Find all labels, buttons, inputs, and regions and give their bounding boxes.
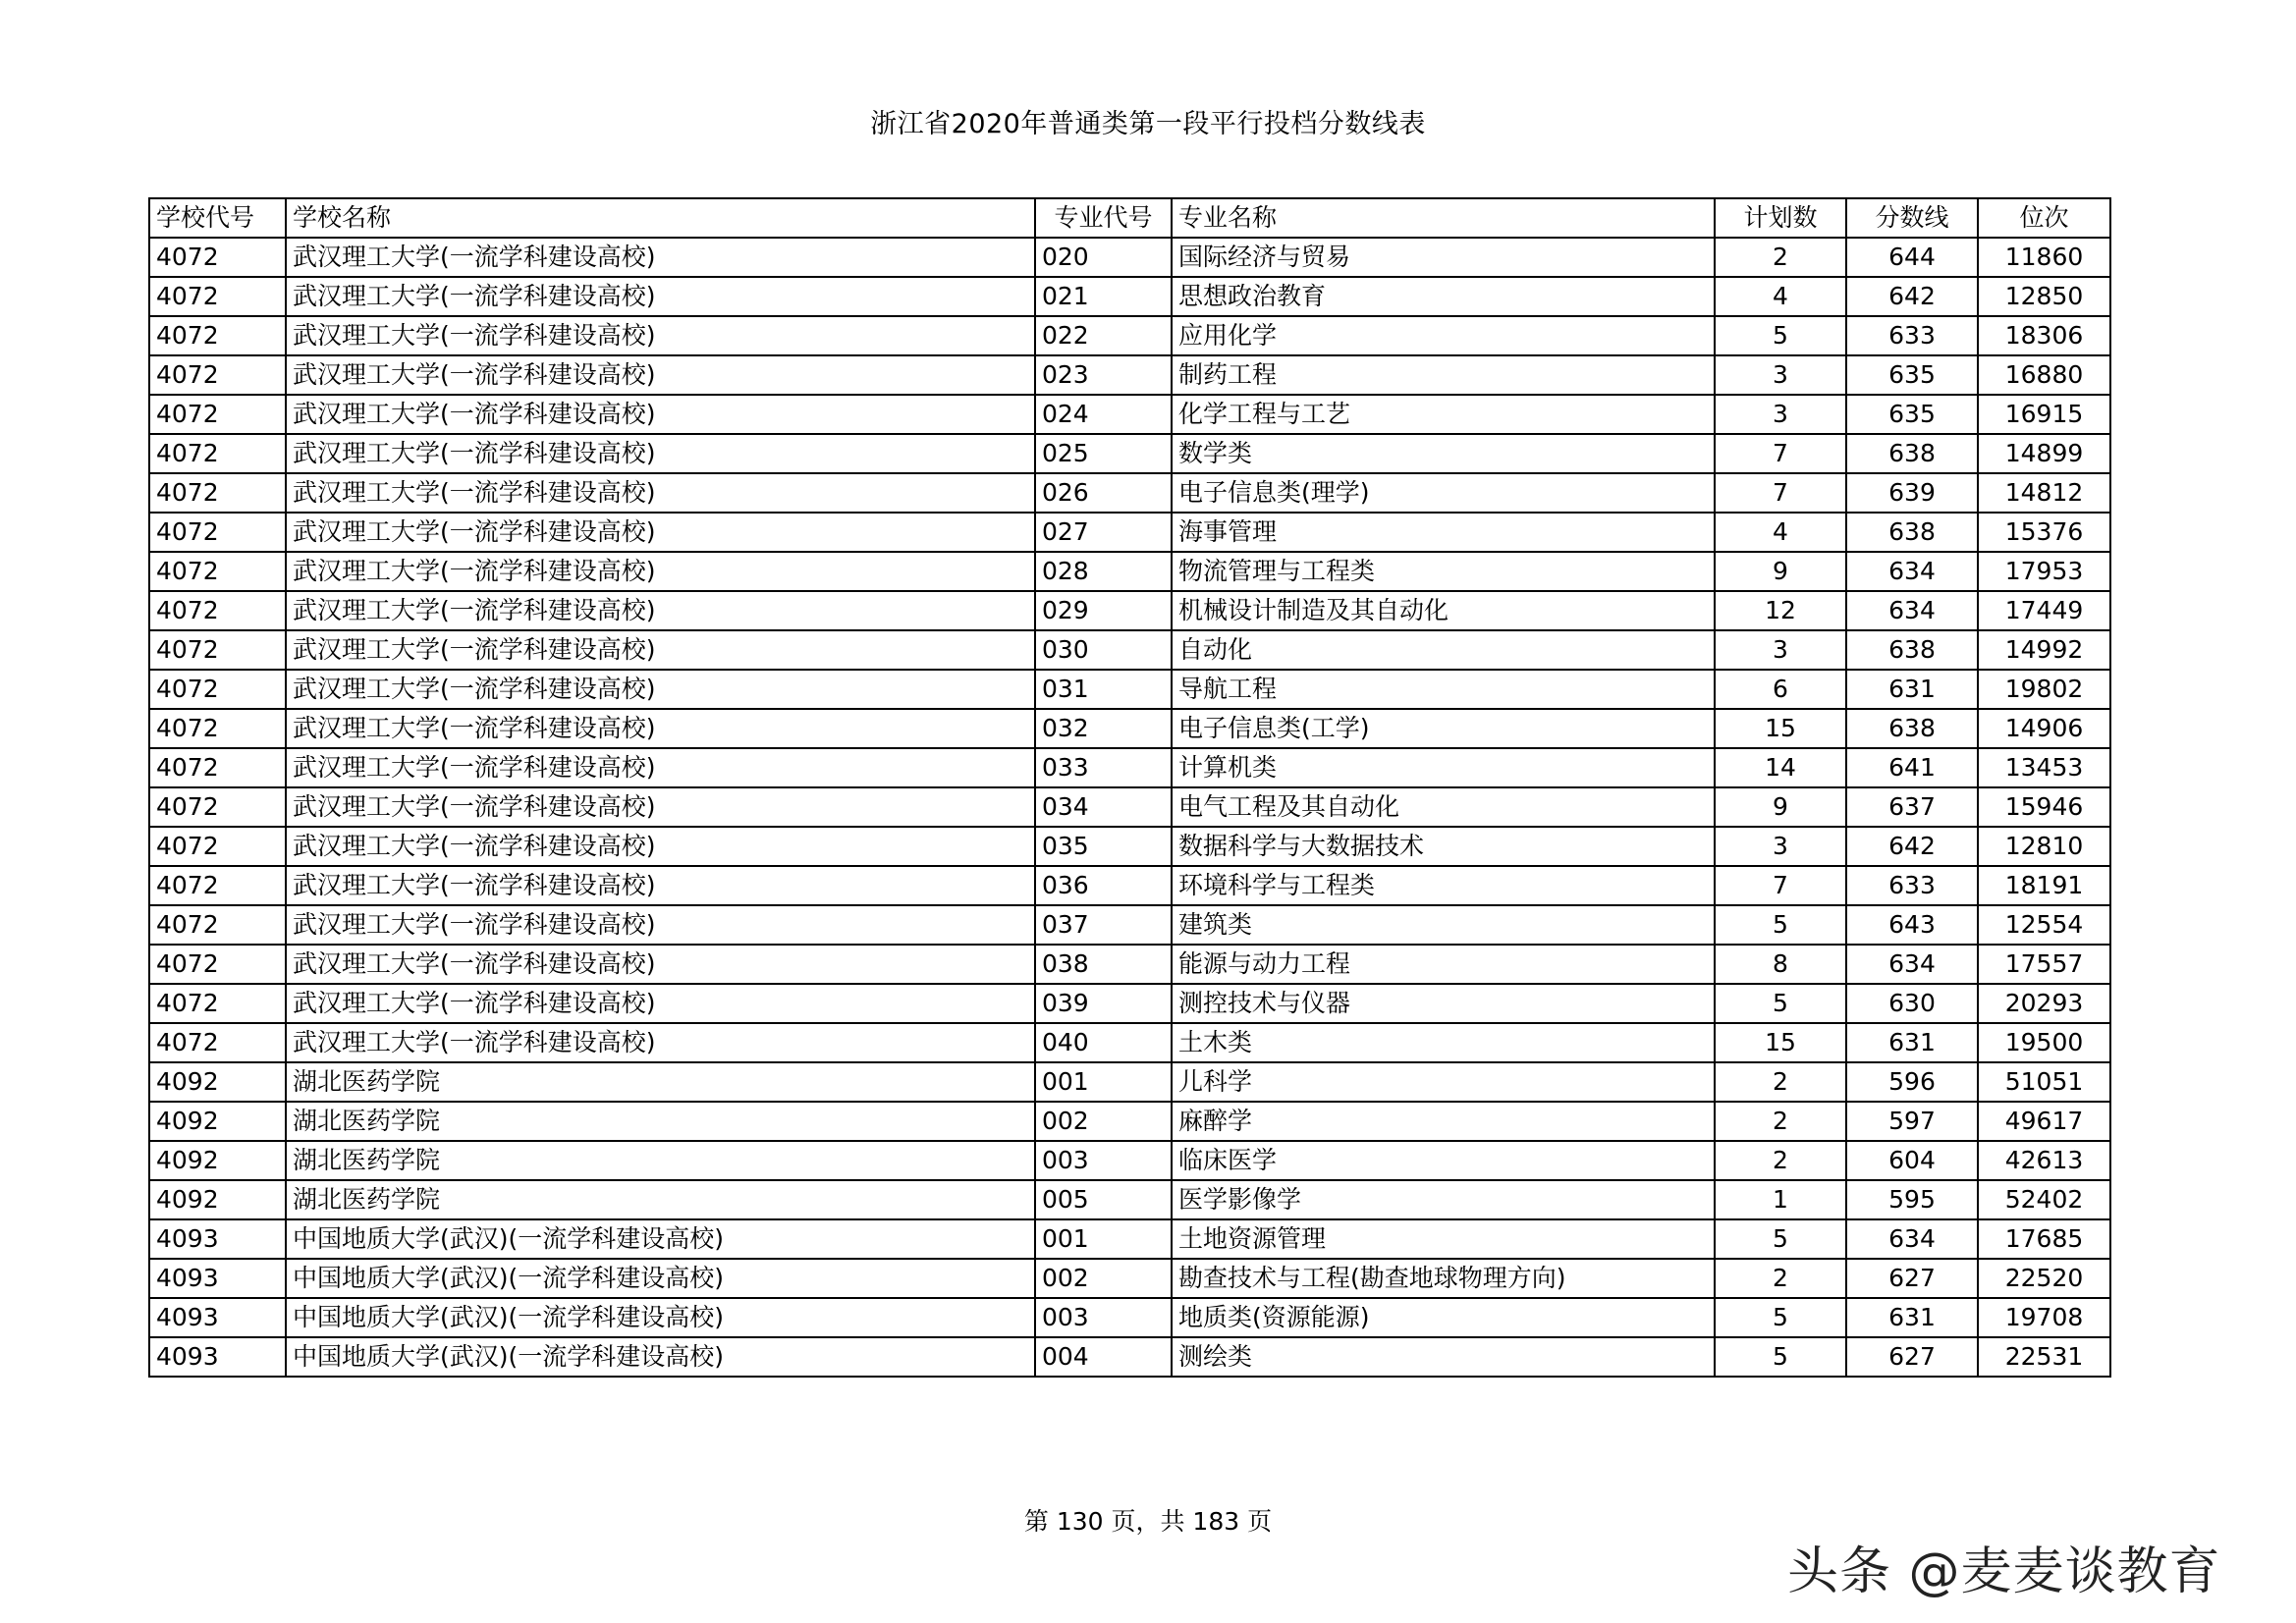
cell-school-code: 4072: [149, 709, 286, 748]
cell-rank: 17557: [1978, 945, 2110, 984]
col-header-rank: 位次: [1978, 198, 2110, 238]
cell-major-name: 计算机类: [1172, 748, 1715, 787]
cell-plan-count: 5: [1715, 905, 1846, 945]
cell-school-code: 4072: [149, 552, 286, 591]
col-header-major-code: 专业代号: [1035, 198, 1172, 238]
cell-major-code: 021: [1035, 277, 1172, 316]
cell-school-name: 武汉理工大学(一流学科建设高校): [286, 866, 1035, 905]
cell-school-name: 武汉理工大学(一流学科建设高校): [286, 277, 1035, 316]
cell-score-line: 634: [1846, 1219, 1978, 1259]
cell-rank: 12850: [1978, 277, 2110, 316]
cell-school-code: 4072: [149, 316, 286, 355]
cell-school-code: 4072: [149, 905, 286, 945]
cell-school-name: 武汉理工大学(一流学科建设高校): [286, 905, 1035, 945]
table-row: [149, 552, 2110, 591]
page-footer: 第 130 页，共 183 页: [1023, 1507, 1273, 1536]
cell-school-name: 武汉理工大学(一流学科建设高校): [286, 748, 1035, 787]
cell-major-name: 临床医学: [1172, 1141, 1715, 1180]
cell-school-name: 武汉理工大学(一流学科建设高校): [286, 395, 1035, 434]
cell-rank: 14899: [1978, 434, 2110, 473]
cell-rank: 14992: [1978, 630, 2110, 670]
cell-major-code: 003: [1035, 1298, 1172, 1337]
table-row: [149, 434, 2110, 473]
cell-major-name: 制药工程: [1172, 355, 1715, 395]
cell-plan-count: 3: [1715, 630, 1846, 670]
cell-school-code: 4093: [149, 1337, 286, 1377]
cell-school-name: 湖北医药学院: [286, 1180, 1035, 1219]
cell-score-line: 638: [1846, 630, 1978, 670]
cell-major-name: 国际经济与贸易: [1172, 238, 1715, 277]
cell-major-code: 036: [1035, 866, 1172, 905]
cell-school-code: 4072: [149, 1023, 286, 1062]
cell-school-code: 4092: [149, 1062, 286, 1102]
cell-plan-count: 3: [1715, 827, 1846, 866]
cell-rank: 52402: [1978, 1180, 2110, 1219]
cell-major-code: 037: [1035, 905, 1172, 945]
cell-rank: 49617: [1978, 1102, 2110, 1141]
table-row: [149, 945, 2110, 984]
cell-school-code: 4072: [149, 670, 286, 709]
cell-rank: 19500: [1978, 1023, 2110, 1062]
cell-major-name: 电气工程及其自动化: [1172, 787, 1715, 827]
cell-major-name: 麻醉学: [1172, 1102, 1715, 1141]
cell-plan-count: 3: [1715, 395, 1846, 434]
table-row: [149, 355, 2110, 395]
cell-plan-count: 7: [1715, 473, 1846, 513]
cell-plan-count: 7: [1715, 434, 1846, 473]
cell-plan-count: 5: [1715, 1298, 1846, 1337]
cell-major-code: 005: [1035, 1180, 1172, 1219]
cell-rank: 17953: [1978, 552, 2110, 591]
cell-major-name: 物流管理与工程类: [1172, 552, 1715, 591]
cell-plan-count: 2: [1715, 1062, 1846, 1102]
cell-school-code: 4072: [149, 513, 286, 552]
cell-rank: 14812: [1978, 473, 2110, 513]
cell-rank: 17685: [1978, 1219, 2110, 1259]
cell-major-code: 002: [1035, 1259, 1172, 1298]
cell-plan-count: 3: [1715, 355, 1846, 395]
table-row: [149, 591, 2110, 630]
cell-score-line: 604: [1846, 1141, 1978, 1180]
table-row: [149, 238, 2110, 277]
cell-major-name: 机械设计制造及其自动化: [1172, 591, 1715, 630]
cell-school-name: 武汉理工大学(一流学科建设高校): [286, 434, 1035, 473]
table-row: [149, 1259, 2110, 1298]
cell-rank: 20293: [1978, 984, 2110, 1023]
cell-school-name: 中国地质大学(武汉)(一流学科建设高校): [286, 1298, 1035, 1337]
cell-major-code: 029: [1035, 591, 1172, 630]
table-row: [149, 473, 2110, 513]
cell-rank: 42613: [1978, 1141, 2110, 1180]
score-table: [148, 197, 2111, 1378]
cell-plan-count: 7: [1715, 866, 1846, 905]
cell-major-name: 儿科学: [1172, 1062, 1715, 1102]
cell-school-code: 4072: [149, 827, 286, 866]
cell-school-code: 4072: [149, 945, 286, 984]
table-row: [149, 866, 2110, 905]
cell-school-name: 武汉理工大学(一流学科建设高校): [286, 238, 1035, 277]
cell-plan-count: 4: [1715, 513, 1846, 552]
cell-score-line: 639: [1846, 473, 1978, 513]
cell-school-code: 4072: [149, 787, 286, 827]
cell-plan-count: 5: [1715, 316, 1846, 355]
cell-rank: 16880: [1978, 355, 2110, 395]
cell-school-code: 4072: [149, 984, 286, 1023]
cell-school-name: 中国地质大学(武汉)(一流学科建设高校): [286, 1337, 1035, 1377]
cell-major-name: 土木类: [1172, 1023, 1715, 1062]
cell-major-name: 化学工程与工艺: [1172, 395, 1715, 434]
cell-major-name: 测绘类: [1172, 1337, 1715, 1377]
cell-major-name: 思想政治教育: [1172, 277, 1715, 316]
table-row: [149, 787, 2110, 827]
cell-major-name: 建筑类: [1172, 905, 1715, 945]
table-row: [149, 827, 2110, 866]
cell-school-code: 4072: [149, 355, 286, 395]
cell-major-code: 001: [1035, 1219, 1172, 1259]
cell-rank: 13453: [1978, 748, 2110, 787]
cell-score-line: 643: [1846, 905, 1978, 945]
cell-school-code: 4072: [149, 473, 286, 513]
table-row: [149, 984, 2110, 1023]
cell-school-code: 4072: [149, 434, 286, 473]
cell-school-code: 4072: [149, 591, 286, 630]
cell-major-code: 020: [1035, 238, 1172, 277]
cell-plan-count: 2: [1715, 238, 1846, 277]
cell-rank: 14906: [1978, 709, 2110, 748]
cell-major-name: 测控技术与仪器: [1172, 984, 1715, 1023]
cell-school-code: 4072: [149, 395, 286, 434]
table-row: [149, 513, 2110, 552]
cell-major-code: 035: [1035, 827, 1172, 866]
table-row: [149, 1298, 2110, 1337]
cell-rank: 19708: [1978, 1298, 2110, 1337]
cell-plan-count: 9: [1715, 787, 1846, 827]
cell-major-name: 医学影像学: [1172, 1180, 1715, 1219]
table-row: [149, 277, 2110, 316]
cell-major-code: 022: [1035, 316, 1172, 355]
cell-major-code: 025: [1035, 434, 1172, 473]
cell-rank: 12810: [1978, 827, 2110, 866]
table-row: [149, 630, 2110, 670]
cell-score-line: 627: [1846, 1337, 1978, 1377]
cell-major-code: 040: [1035, 1023, 1172, 1062]
cell-score-line: 635: [1846, 355, 1978, 395]
watermark: 头条 @麦麦谈教育: [1787, 1542, 2221, 1601]
cell-major-code: 032: [1035, 709, 1172, 748]
cell-school-name: 武汉理工大学(一流学科建设高校): [286, 709, 1035, 748]
table-row: [149, 709, 2110, 748]
col-header-school-name: 学校名称: [286, 198, 1035, 238]
cell-score-line: 638: [1846, 709, 1978, 748]
cell-plan-count: 1: [1715, 1180, 1846, 1219]
cell-score-line: 634: [1846, 552, 1978, 591]
cell-rank: 11860: [1978, 238, 2110, 277]
table-row: [149, 1141, 2110, 1180]
cell-score-line: 641: [1846, 748, 1978, 787]
cell-score-line: 631: [1846, 1298, 1978, 1337]
cell-school-name: 武汉理工大学(一流学科建设高校): [286, 591, 1035, 630]
col-header-school-code: 学校代号: [149, 198, 286, 238]
table-header-row: [149, 198, 2110, 238]
table-row: [149, 1062, 2110, 1102]
table-row: [149, 1180, 2110, 1219]
cell-major-name: 能源与动力工程: [1172, 945, 1715, 984]
cell-school-code: 4093: [149, 1298, 286, 1337]
cell-score-line: 595: [1846, 1180, 1978, 1219]
cell-score-line: 642: [1846, 827, 1978, 866]
cell-school-name: 武汉理工大学(一流学科建设高校): [286, 355, 1035, 395]
cell-rank: 18191: [1978, 866, 2110, 905]
cell-major-code: 003: [1035, 1141, 1172, 1180]
cell-major-code: 038: [1035, 945, 1172, 984]
cell-major-code: 033: [1035, 748, 1172, 787]
table-body: [149, 238, 2110, 1377]
table-row: [149, 1337, 2110, 1377]
cell-major-name: 应用化学: [1172, 316, 1715, 355]
cell-rank: 12554: [1978, 905, 2110, 945]
cell-score-line: 644: [1846, 238, 1978, 277]
cell-rank: 22520: [1978, 1259, 2110, 1298]
cell-rank: 51051: [1978, 1062, 2110, 1102]
cell-school-name: 武汉理工大学(一流学科建设高校): [286, 670, 1035, 709]
cell-school-code: 4093: [149, 1219, 286, 1259]
table-row: [149, 905, 2110, 945]
cell-score-line: 633: [1846, 866, 1978, 905]
cell-school-name: 武汉理工大学(一流学科建设高校): [286, 1023, 1035, 1062]
cell-major-code: 030: [1035, 630, 1172, 670]
cell-school-name: 武汉理工大学(一流学科建设高校): [286, 513, 1035, 552]
cell-score-line: 630: [1846, 984, 1978, 1023]
cell-major-name: 数学类: [1172, 434, 1715, 473]
cell-score-line: 596: [1846, 1062, 1978, 1102]
cell-school-name: 武汉理工大学(一流学科建设高校): [286, 945, 1035, 984]
cell-major-code: 026: [1035, 473, 1172, 513]
cell-major-name: 数据科学与大数据技术: [1172, 827, 1715, 866]
cell-score-line: 631: [1846, 670, 1978, 709]
cell-major-name: 电子信息类(工学): [1172, 709, 1715, 748]
cell-school-code: 4072: [149, 866, 286, 905]
cell-plan-count: 4: [1715, 277, 1846, 316]
cell-major-code: 028: [1035, 552, 1172, 591]
cell-plan-count: 2: [1715, 1102, 1846, 1141]
cell-score-line: 634: [1846, 591, 1978, 630]
cell-major-name: 海事管理: [1172, 513, 1715, 552]
cell-plan-count: 6: [1715, 670, 1846, 709]
table-row: [149, 395, 2110, 434]
cell-rank: 16915: [1978, 395, 2110, 434]
cell-rank: 15946: [1978, 787, 2110, 827]
cell-plan-count: 2: [1715, 1141, 1846, 1180]
cell-school-name: 武汉理工大学(一流学科建设高校): [286, 827, 1035, 866]
cell-school-name: 武汉理工大学(一流学科建设高校): [286, 316, 1035, 355]
cell-rank: 17449: [1978, 591, 2110, 630]
cell-score-line: 633: [1846, 316, 1978, 355]
cell-school-name: 武汉理工大学(一流学科建设高校): [286, 787, 1035, 827]
cell-score-line: 634: [1846, 945, 1978, 984]
cell-major-name: 导航工程: [1172, 670, 1715, 709]
table-row: [149, 1102, 2110, 1141]
cell-major-code: 039: [1035, 984, 1172, 1023]
cell-plan-count: 9: [1715, 552, 1846, 591]
col-header-major-name: 专业名称: [1172, 198, 1715, 238]
cell-plan-count: 12: [1715, 591, 1846, 630]
cell-major-code: 027: [1035, 513, 1172, 552]
cell-plan-count: 5: [1715, 1337, 1846, 1377]
cell-score-line: 597: [1846, 1102, 1978, 1141]
cell-plan-count: 15: [1715, 1023, 1846, 1062]
cell-school-code: 4072: [149, 630, 286, 670]
cell-school-name: 武汉理工大学(一流学科建设高校): [286, 552, 1035, 591]
cell-school-code: 4093: [149, 1259, 286, 1298]
cell-rank: 15376: [1978, 513, 2110, 552]
cell-major-name: 地质类(资源能源): [1172, 1298, 1715, 1337]
cell-school-name: 中国地质大学(武汉)(一流学科建设高校): [286, 1259, 1035, 1298]
cell-score-line: 638: [1846, 434, 1978, 473]
cell-plan-count: 5: [1715, 984, 1846, 1023]
cell-major-code: 034: [1035, 787, 1172, 827]
cell-school-name: 武汉理工大学(一流学科建设高校): [286, 473, 1035, 513]
cell-school-name: 湖北医药学院: [286, 1062, 1035, 1102]
col-header-plan-count: 计划数: [1715, 198, 1846, 238]
cell-score-line: 635: [1846, 395, 1978, 434]
cell-major-code: 001: [1035, 1062, 1172, 1102]
cell-score-line: 638: [1846, 513, 1978, 552]
table-row: [149, 1023, 2110, 1062]
cell-major-code: 004: [1035, 1337, 1172, 1377]
table-row: [149, 316, 2110, 355]
cell-major-name: 电子信息类(理学): [1172, 473, 1715, 513]
cell-major-name: 勘查技术与工程(勘查地球物理方向): [1172, 1259, 1715, 1298]
cell-major-name: 环境科学与工程类: [1172, 866, 1715, 905]
cell-school-name: 武汉理工大学(一流学科建设高校): [286, 984, 1035, 1023]
cell-rank: 22531: [1978, 1337, 2110, 1377]
cell-school-code: 4072: [149, 238, 286, 277]
document-title: 浙江省2020年普通类第一段平行投档分数线表: [870, 109, 1426, 139]
cell-plan-count: 5: [1715, 1219, 1846, 1259]
cell-score-line: 631: [1846, 1023, 1978, 1062]
cell-school-name: 湖北医药学院: [286, 1141, 1035, 1180]
cell-school-code: 4092: [149, 1141, 286, 1180]
cell-plan-count: 2: [1715, 1259, 1846, 1298]
cell-major-code: 031: [1035, 670, 1172, 709]
cell-rank: 18306: [1978, 316, 2110, 355]
cell-school-code: 4092: [149, 1102, 286, 1141]
cell-rank: 19802: [1978, 670, 2110, 709]
cell-school-code: 4072: [149, 277, 286, 316]
cell-score-line: 642: [1846, 277, 1978, 316]
cell-score-line: 627: [1846, 1259, 1978, 1298]
cell-plan-count: 8: [1715, 945, 1846, 984]
table-row: [149, 1219, 2110, 1259]
cell-major-name: 土地资源管理: [1172, 1219, 1715, 1259]
cell-major-code: 024: [1035, 395, 1172, 434]
table-row: [149, 748, 2110, 787]
table-row: [149, 670, 2110, 709]
cell-major-code: 023: [1035, 355, 1172, 395]
cell-school-name: 武汉理工大学(一流学科建设高校): [286, 630, 1035, 670]
cell-school-code: 4072: [149, 748, 286, 787]
cell-major-code: 002: [1035, 1102, 1172, 1141]
cell-school-code: 4092: [149, 1180, 286, 1219]
cell-school-name: 中国地质大学(武汉)(一流学科建设高校): [286, 1219, 1035, 1259]
cell-major-name: 自动化: [1172, 630, 1715, 670]
cell-score-line: 637: [1846, 787, 1978, 827]
cell-plan-count: 14: [1715, 748, 1846, 787]
cell-school-name: 湖北医药学院: [286, 1102, 1035, 1141]
cell-plan-count: 15: [1715, 709, 1846, 748]
col-header-score-line: 分数线: [1846, 198, 1978, 238]
